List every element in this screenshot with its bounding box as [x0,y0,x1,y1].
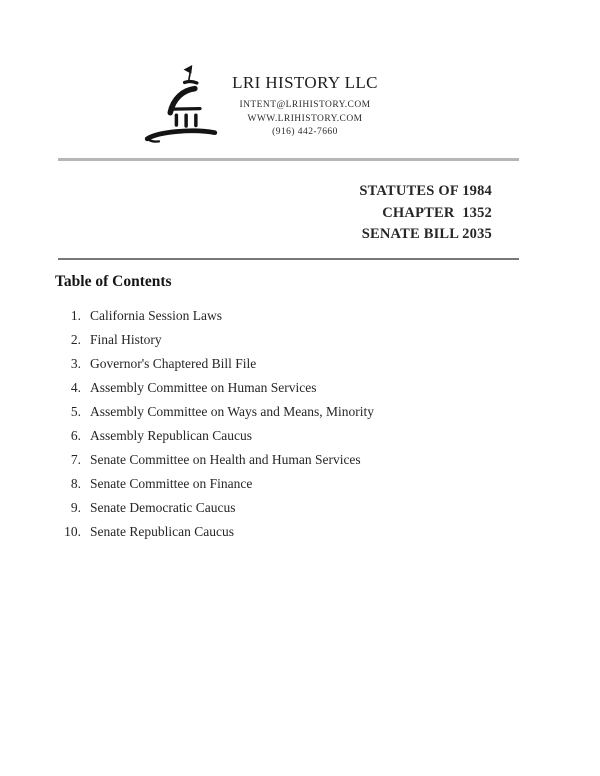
toc-item-number: 3. [70,356,81,371]
toc-item-number: 2. [70,332,81,347]
table-of-contents [55,272,545,548]
toc-item-number: 9. [70,500,81,515]
toc-item-number: 7. [70,452,81,467]
toc-item [55,452,545,476]
toc-item-number: 5. [70,404,81,419]
toc-item-label: Senate Democratic Caucus [90,500,236,515]
contact-website: WWW.LRIHISTORY.COM [247,113,363,124]
divider-bottom [58,258,519,260]
toc-item-label: California Session Laws [90,308,222,323]
toc-title: Table of Contents [55,273,172,290]
contact-email: INTENT@LRIHISTORY.COM [239,100,371,110]
divider-top [58,158,519,161]
toc-item [55,404,545,428]
toc-item-label: Assembly Republican Caucus [90,428,252,443]
statutes-line: STATUTES OF 1984 [359,183,492,199]
toc-item-number: 10. [64,524,81,539]
toc-item-label: Final History [90,332,162,347]
toc-item [55,476,545,500]
senate-bill-line: SENATE BILL 2035 [361,226,492,242]
toc-item-label: Senate Committee on Health and Human Services [90,452,361,467]
contact-phone: (916) 442-7660 [272,127,338,137]
toc-item [55,524,545,548]
toc-item-label: Senate Committee on Finance [90,476,253,491]
toc-item-label: Assembly Committee on Ways and Means, Minority [90,404,375,419]
toc-item [55,332,545,356]
bill-reference-block [359,181,492,246]
letterhead [205,72,405,140]
chapter-line: CHAPTER 1352 [382,204,492,221]
toc-list [55,308,545,548]
toc-item-number: 6. [70,428,81,443]
toc-item-number: 4. [70,380,81,395]
toc-item [55,308,545,332]
toc-item-number: 8. [70,476,81,491]
company-name: LRI HISTORY LLC [232,73,378,92]
toc-item [55,380,545,404]
toc-item [55,428,545,452]
toc-item [55,356,545,380]
toc-item [55,500,545,524]
toc-item-label: Senate Republican Caucus [90,524,234,539]
toc-item-label: Governor's Chaptered Bill File [90,356,257,371]
toc-item-number: 1. [70,308,81,323]
toc-item-label: Assembly Committee on Human Services [90,380,317,395]
